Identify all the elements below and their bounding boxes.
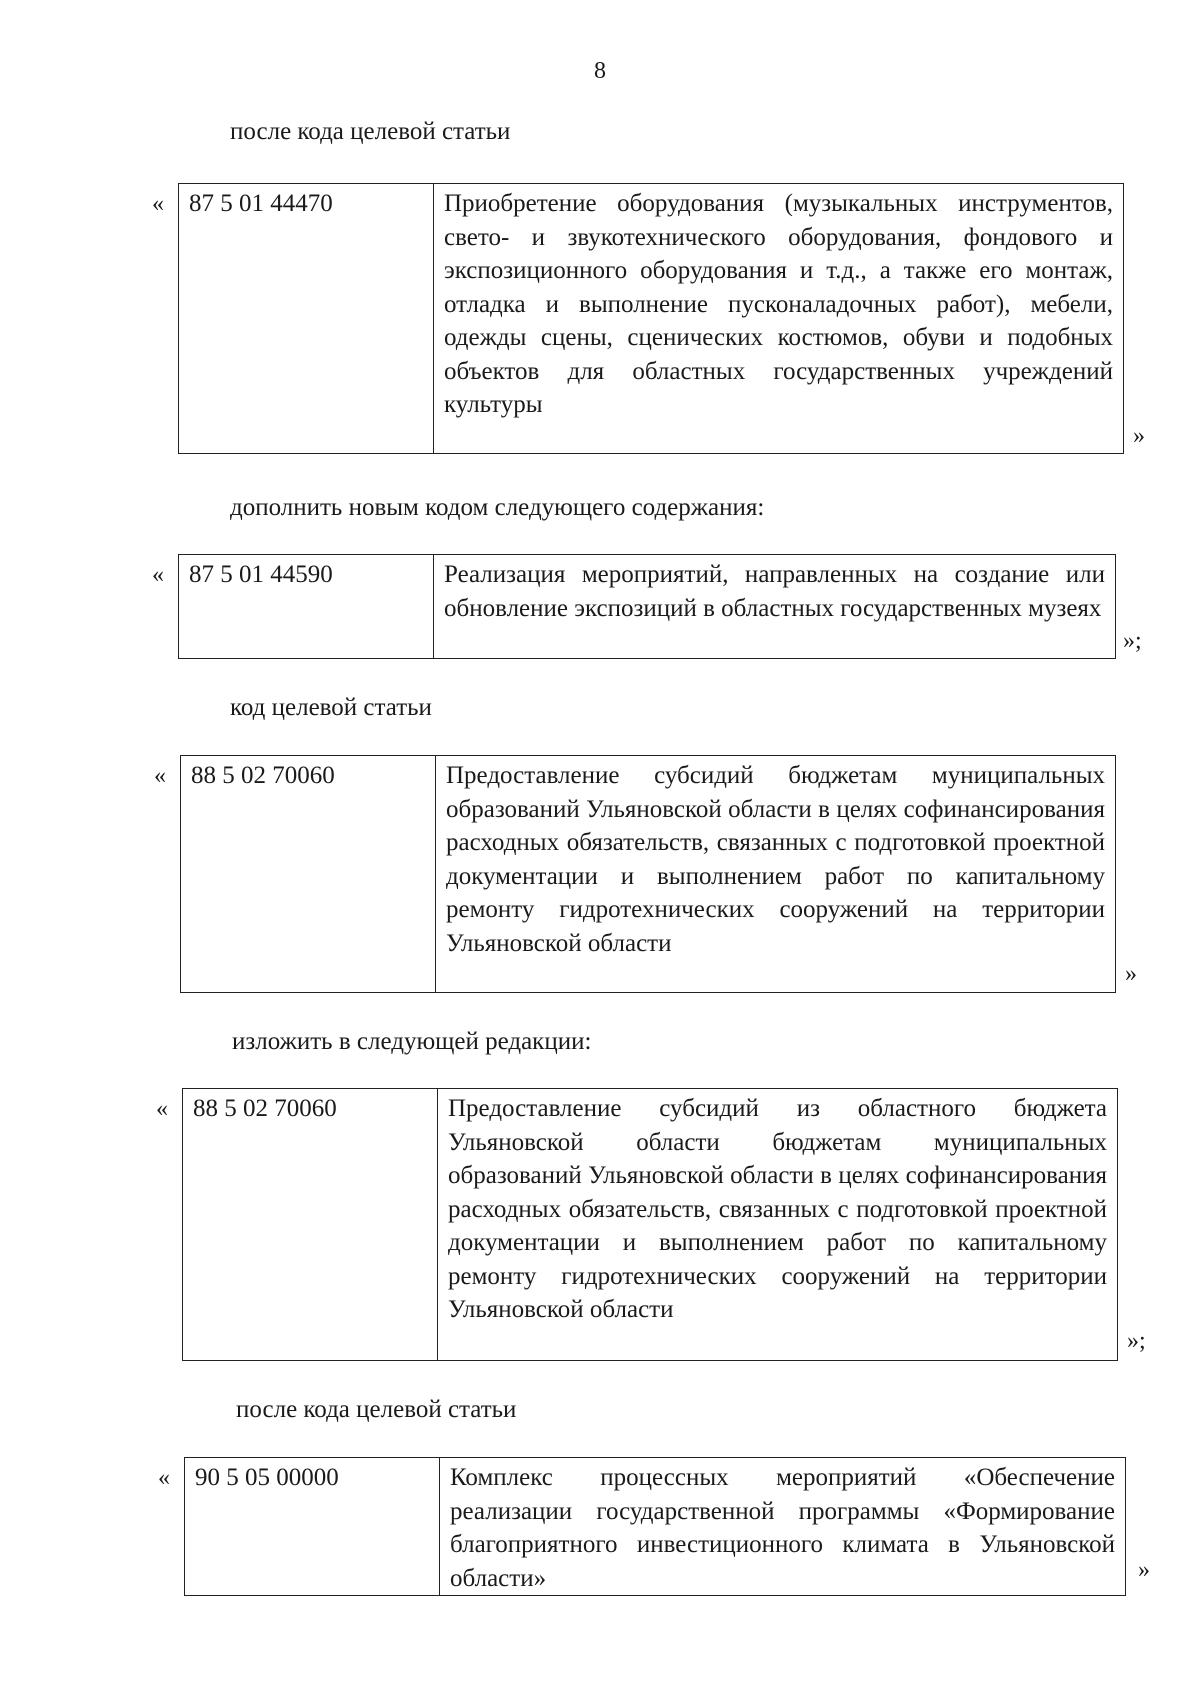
- code-table: [178, 554, 1116, 659]
- table-row: [183, 1089, 1118, 1361]
- target-description: Реализация мероприятий, направленных на создание или обновление экспозиций в областных государственных музеях: [434, 555, 1116, 659]
- open-quote: «: [152, 191, 164, 217]
- table-row: [185, 1458, 1126, 1596]
- close-quote: »: [1138, 1557, 1150, 1583]
- open-quote: «: [156, 1096, 168, 1122]
- open-quote: «: [154, 763, 166, 789]
- instruction-text: дополнить новым кодом следующего содержания:: [230, 494, 765, 521]
- target-description: Предоставление субсидий бюджетам муниципальных образований Ульяновской области в целях софинансирования расходных обязательств, связанных с подготовкой проектной документации и выполнением работ по капитальному ремонту гидротехнических сооружений на территории Ульяновской области: [436, 756, 1116, 993]
- code-block: [152, 554, 1142, 659]
- target-description: Комплекс процессных мероприятий «Обеспечение реализации государственной программы «Формирование благоприятного инвестиционного климата в Ульяновской области»: [440, 1458, 1126, 1596]
- code-block: [152, 183, 1145, 454]
- close-quote: »: [1125, 961, 1137, 987]
- instruction-text: после кода целевой статьи: [236, 1396, 517, 1423]
- table-row: [179, 555, 1116, 659]
- instruction-text: после кода целевой статьи: [230, 118, 511, 145]
- target-description: Предоставление субсидий из областного бюджета Ульяновской области бюджетам муниципальных образований Ульяновской области в целях софинансирования расходных обязательств, связанных с подготовкой проектной документации и выполнением работ по капитальному ремонту гидротехнических сооружений на территории Ульяновской области: [438, 1089, 1118, 1361]
- page-number: 8: [594, 58, 606, 84]
- code-block: [154, 755, 1137, 993]
- code-block: [156, 1088, 1146, 1361]
- code-table: [182, 1088, 1118, 1361]
- target-code: 88 5 02 70060: [183, 1089, 438, 1361]
- instruction-text: изложить в следующей редакции:: [232, 1028, 592, 1055]
- open-quote: «: [152, 562, 164, 588]
- close-quote: »;: [1123, 628, 1142, 654]
- target-code: 87 5 01 44590: [179, 555, 434, 659]
- close-quote: »;: [1127, 1328, 1146, 1354]
- code-table: [178, 183, 1124, 454]
- code-table: [184, 1457, 1126, 1596]
- close-quote: »: [1133, 423, 1145, 449]
- target-code: 87 5 01 44470: [179, 184, 434, 454]
- code-table: [180, 755, 1116, 993]
- target-code: 88 5 02 70060: [181, 756, 436, 993]
- open-quote: «: [158, 1465, 170, 1491]
- table-row: [179, 184, 1124, 454]
- code-block: [158, 1457, 1150, 1596]
- target-code: 90 5 05 00000: [185, 1458, 440, 1596]
- table-row: [181, 756, 1116, 993]
- instruction-text: код целевой статьи: [230, 694, 432, 721]
- target-description: Приобретение оборудования (музыкальных инструментов, свето- и звукотехнического оборудования, фондового и экспозиционного оборудования и т.д., а также его монтаж, отладка и выполнение пусконаладочных работ), мебели, одежды сцены, сценических костюмов, обуви и подобных объектов для областных государственных учреждений культуры: [434, 184, 1124, 454]
